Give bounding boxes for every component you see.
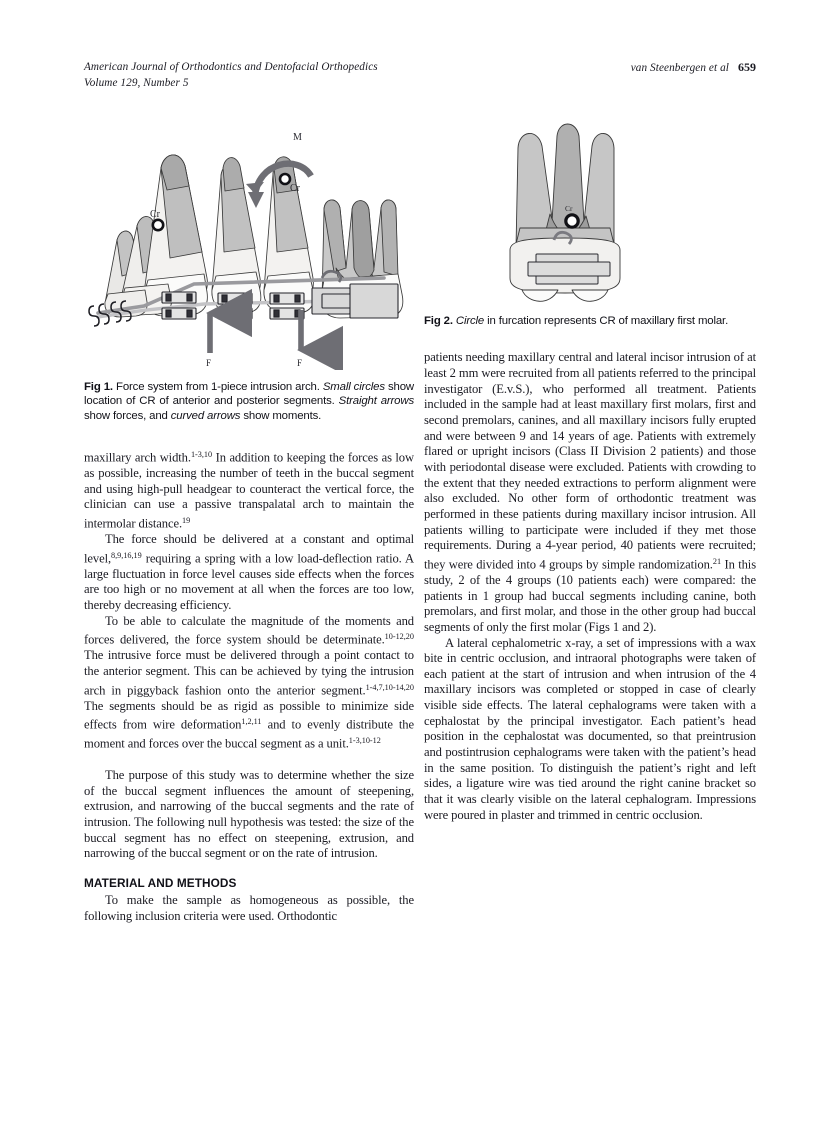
fig1-cr-anterior-label: Cr xyxy=(150,209,160,220)
p-r1-t2: In this study, 2 of the 4 groups (10 patients each) were compared: the patients in 1 group had buccal segments including canine, both premolars, and first molar, and those in the other group had buccal segments of only the first molar (Figs 1 and 2). xyxy=(424,557,757,634)
figure-1-caption-em1: Small circles xyxy=(322,381,385,393)
p-r1-t1: patients needing maxillary central and lateral incisor intrusion of at least 2 mm were recruited from all patients referred to the principal investigator (E.v.S.), who performed all treatment. Patients included in the sample had at least maxillary first molars, first and second premolars, canines, and all maxillary incisors fully erupted and were between 9 and 14 years of age. Patients with extremely flared or upright incisors (Class II Division 2 patients) and those with periodontal disease were excluded. Patients with crowding to the extent that they needed extractions to perform alignment were also excluded. No other form of orthodontic treatment was performed in these patients during maxillary incisor intrusion. All patients willing to participate were included if they met those requirements. During a 4-year period, 40 patients were recruited; they were divided into 4 groups by simple randomization. xyxy=(424,350,756,572)
figure-2-caption-part2: in furcation represents CR of maxillary first molar. xyxy=(484,315,729,327)
p-l3-t2: The intrusive force must be delivered through a point contact to the anterior segment. This can be achieved by tying the intrusion arch in piggyback fashion onto the anterior segment. xyxy=(84,648,414,698)
left-column-body xyxy=(84,447,414,924)
right-column xyxy=(424,118,756,823)
cr-posterior-marker xyxy=(280,174,290,184)
figure-1-image xyxy=(84,118,414,370)
paragraph-left-5 xyxy=(84,893,414,924)
p-l3-t1: To be able to calculate the magnitude of the moments and forces delivered, the force system should be determinate. xyxy=(84,613,414,647)
page-number: 659 xyxy=(738,60,756,74)
figure-2-caption xyxy=(424,314,756,328)
journal-title: American Journal of Orthodontics and Dentofacial Orthopedics xyxy=(84,61,378,73)
journal-volume: Volume 129, Number 5 xyxy=(84,76,189,89)
fig1-cr-posterior-label: Cr xyxy=(290,183,300,194)
fig1-force-up-label: F xyxy=(206,358,212,368)
figure-1-caption xyxy=(84,380,414,423)
left-column xyxy=(84,118,414,924)
figure-1-caption-em2: Straight arrows xyxy=(338,395,414,408)
fig1-force-down-label: F xyxy=(297,358,303,368)
running-head-journal xyxy=(84,60,378,91)
p-l3-sup2: 1-4,7,10-14,20 xyxy=(365,682,414,692)
figure-1-caption-em3: curved arrows xyxy=(170,409,241,422)
p-l3-sup3: 1,2,11 xyxy=(241,717,262,727)
p-l3-sup4: 1-3,10-12 xyxy=(348,736,381,746)
paragraph-left-2 xyxy=(84,532,414,614)
p-l3-t3: The segments should be as rigid as possible to minimize side effects from wire deformation xyxy=(84,698,414,732)
p-l1-t2: In addition to keeping the forces as low as possible, increasing the number of teeth in the buccal segment and using high-pull headgear to counteract the vertical force, the clinician can use a passive transpalatal arch to maintain the intermolar distance. xyxy=(84,450,415,531)
right-column-body xyxy=(424,350,756,823)
running-head-authors-page xyxy=(631,60,756,77)
fig2-cr-label: Cr xyxy=(565,204,573,213)
p-l5-t1: To make the sample as homogeneous as possible, the following inclusion criteria were used. Orthodontic xyxy=(84,892,414,923)
p-l2-sup1: 8,9,16,19 xyxy=(111,550,142,560)
figure-2-caption-em1: Circle xyxy=(455,315,485,327)
figure-1-caption-part3: show forces, and xyxy=(84,409,171,422)
figure-1-caption-part4: show moments. xyxy=(240,409,322,422)
figure-2-label: Fig 2. xyxy=(424,315,453,327)
paragraph-right-1 xyxy=(424,350,756,635)
p-l2-t2: requiring a spring with a low load-deflection ratio. A large fluctuation in force level causes side effects when the forces are too high or no movement at all when the forces are too low, thereby decreasing efficiency. xyxy=(84,551,414,612)
paragraph-left-1 xyxy=(84,447,414,532)
paragraph-left-4 xyxy=(84,768,414,862)
paragraph-right-2 xyxy=(424,636,756,824)
p-l1-sup2: 19 xyxy=(182,515,191,525)
p-r1-sup1: 21 xyxy=(712,556,722,566)
p-l1-t1: maxillary arch width. xyxy=(84,450,191,465)
p-l1-sup1: 1-3,10 xyxy=(190,449,213,459)
paragraph-left-3 xyxy=(84,614,414,753)
figure-2-image xyxy=(424,118,756,308)
figure-1-caption-part1: Force system from 1-piece intrusion arch. xyxy=(112,381,323,393)
fig1-moment-label: M xyxy=(293,132,302,143)
p-l3-t4: and to evenly distribute the moment and forces over the buccal segment as a unit. xyxy=(84,717,414,751)
p-r2-t1: A lateral cephalometric x-ray, a set of impressions with a wax bite in centric occlusion, and intraoral photographs were taken of each patient at the start of intrusion and when intrusion of the 4 maxillary incisors was completed or stopped in case of clearly visible side effects. The lateral cephalograms were taken with a cephalostat by the principal investigator. Each patient’s head position in the cephalostat was documented, so that preintrusion and postintrusion cephalograms were taken with the patient’s head in the same position. To distinguish the patient’s right and left sides, a ligature wire was tied around the right canine bracket so that it was clearly visible on the lateral cephalogram. Impressions were poured in plaster and trimmed in centric occlusion. xyxy=(424,635,756,822)
figure-1-label: Fig 1. xyxy=(84,381,113,393)
running-head xyxy=(84,60,756,94)
figure-1-caption-part2: show location of CR of anterior and posterior segments. xyxy=(84,381,414,408)
cr-furcation-marker xyxy=(566,215,578,227)
p-l4-t1: The purpose of this study was to determine whether the size of the buccal segment influences the amount of steepening, extrusion, and narrowing of the buccal segments and the rate of intrusion. The following null hypothesis was tested: the size of the buccal segment has no effect on steepening, extrusion, and narrowing of the buccal segment or on the rate of intrusion. xyxy=(84,768,414,861)
author-names: van Steenbergen et al xyxy=(630,62,729,74)
p-l3-sup1: 10-12,20 xyxy=(384,632,414,642)
p-l2-t1: The force should be delivered at a constant and optimal level, xyxy=(84,531,414,565)
section-heading-material-and-methods: MATERIAL AND METHODS xyxy=(84,875,237,890)
cr-anterior-marker xyxy=(153,220,163,230)
